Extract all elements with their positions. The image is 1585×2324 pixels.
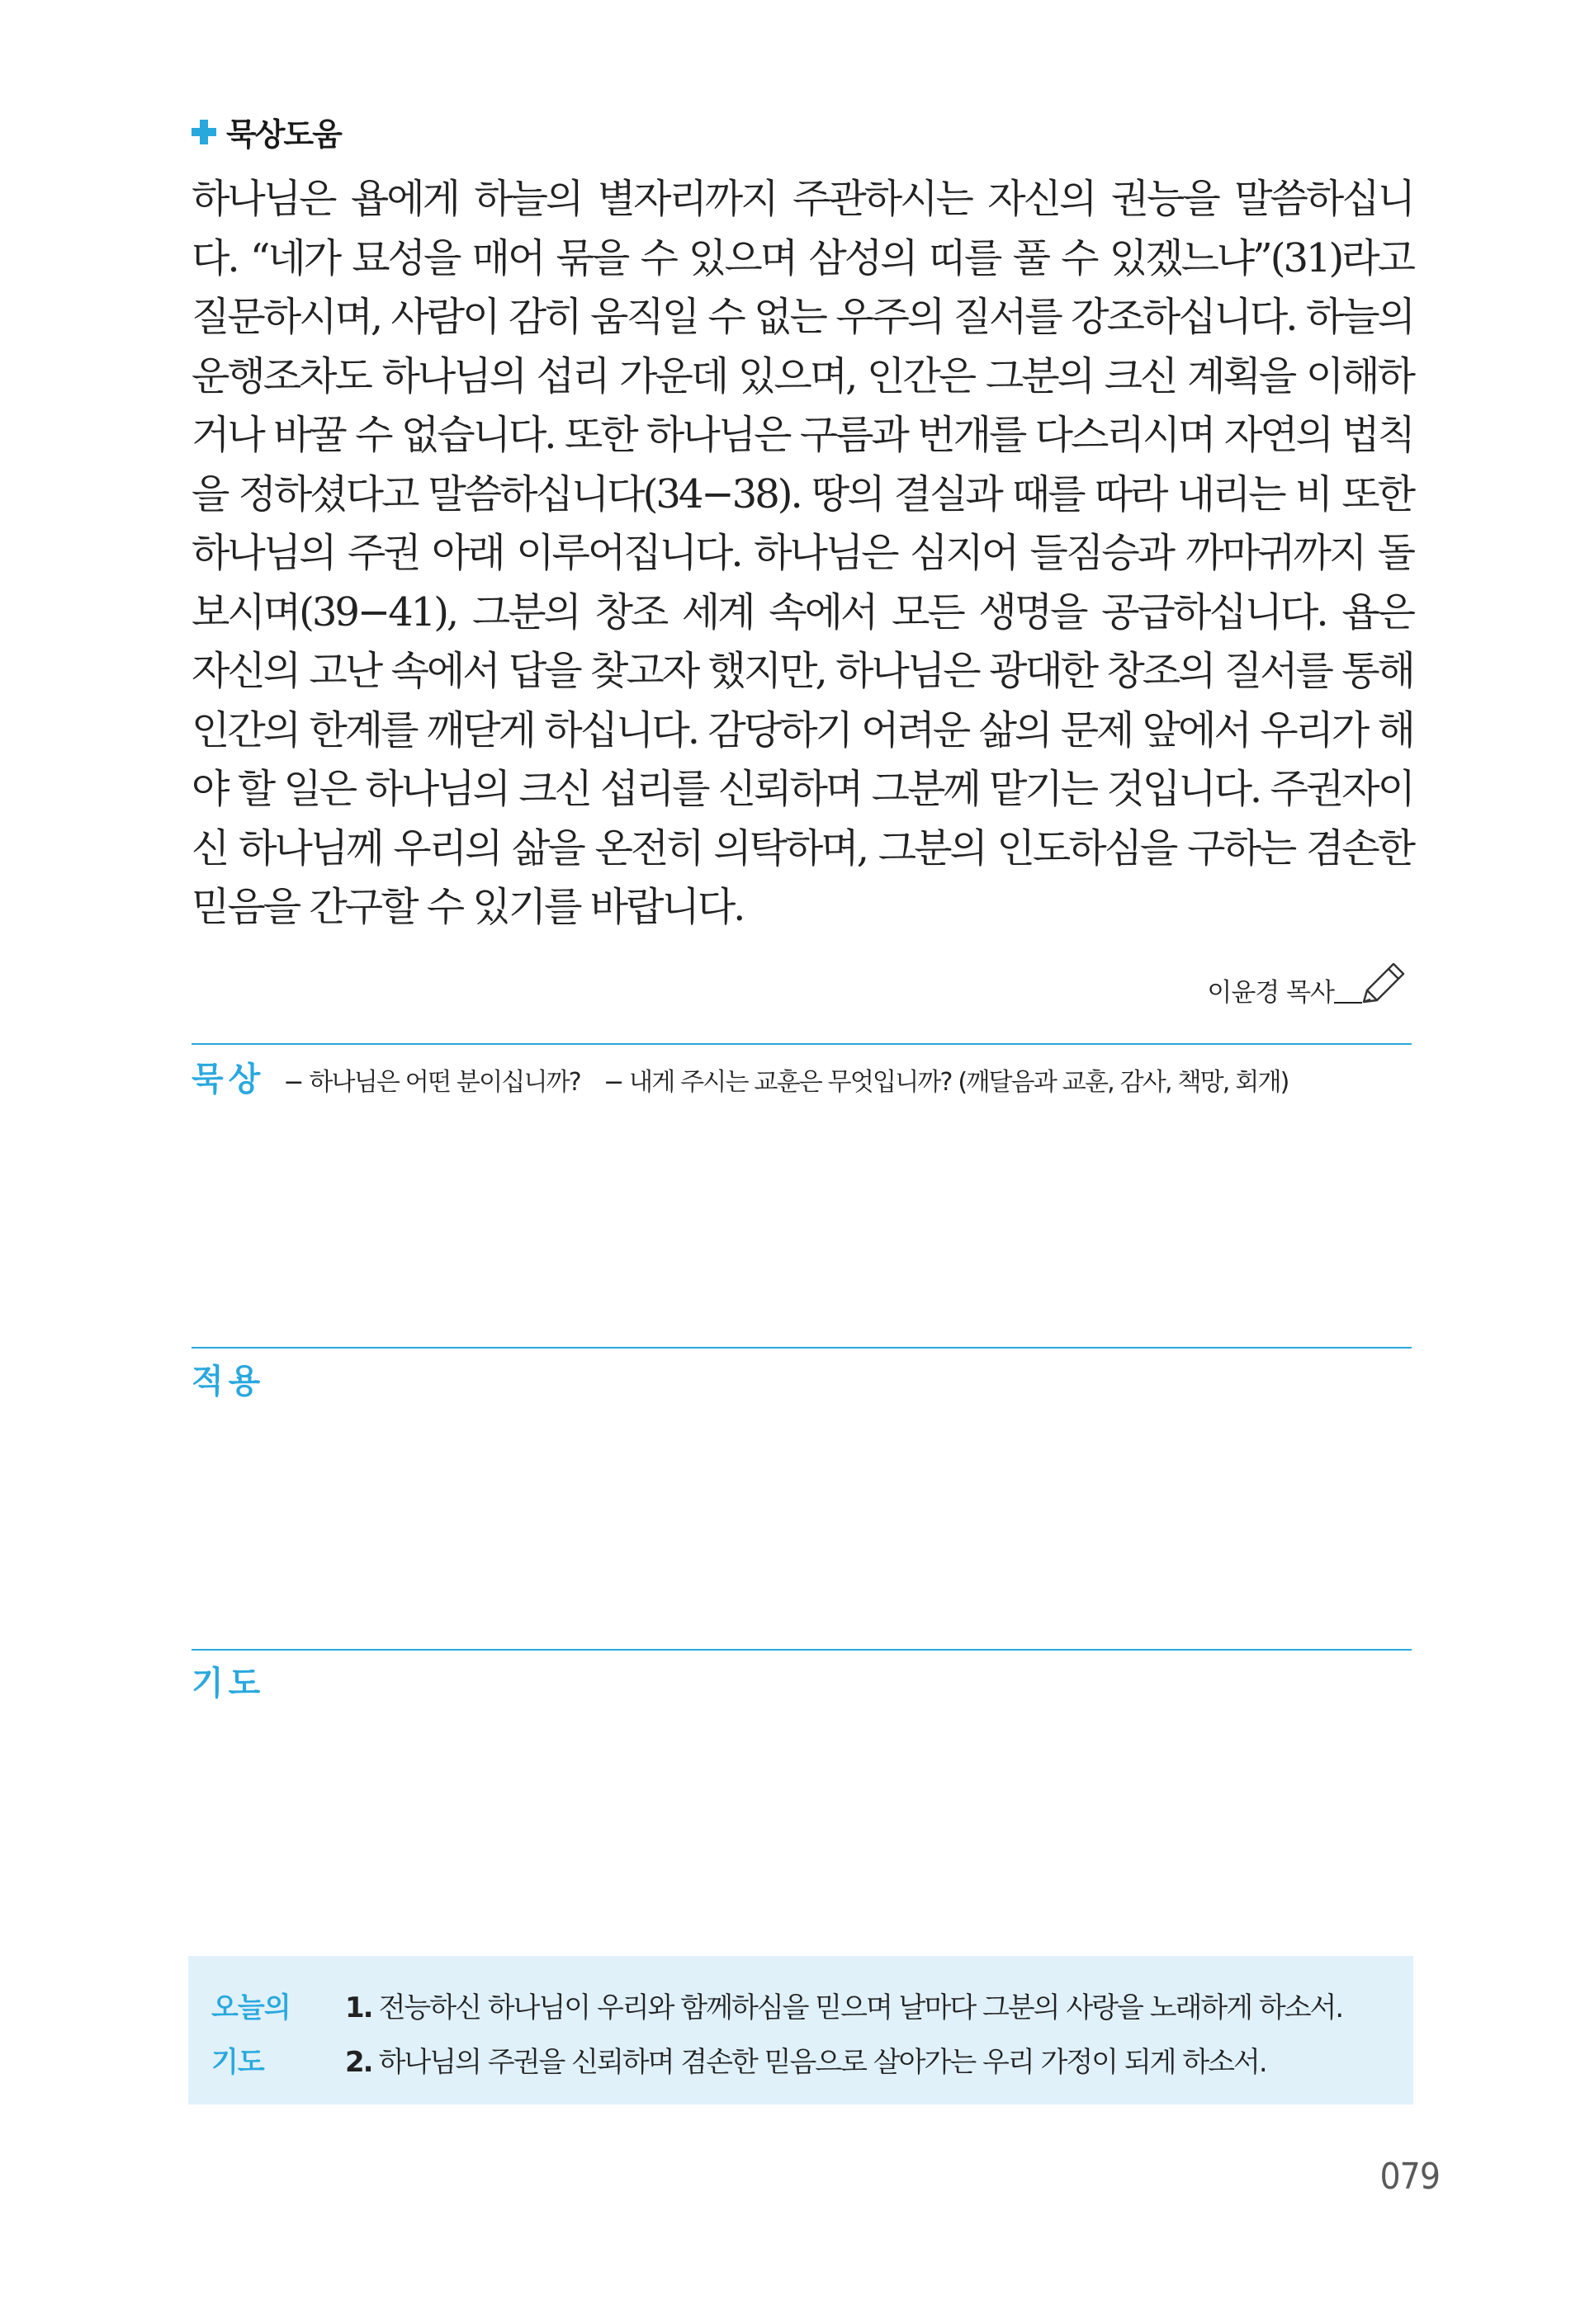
meditation-prompts (283, 1061, 1288, 1098)
meditation-section (192, 1053, 1412, 1100)
application-label: 적용 (192, 1363, 266, 1401)
prayer-divider (192, 1649, 1412, 1651)
meditation-divider (192, 1043, 1412, 1045)
meditation-prompt-2: − 내게 주시는 교훈은 무엇입니까? (깨달음과 교훈, 감사, 책망, 회개) (603, 1068, 1289, 1097)
prayer-label: 기도 (192, 1665, 266, 1703)
application-divider (192, 1347, 1412, 1349)
todays-prayer-list (345, 1981, 1342, 2090)
application-section (192, 1355, 1412, 1402)
page-number: 079 (1379, 2156, 1440, 2198)
meditation-prompt-1: − 하나님은 어떤 분이십니까? (283, 1068, 580, 1097)
prayer-item-number: 2. (345, 2046, 372, 2079)
prayer-item-number: 1. (345, 1991, 372, 2024)
section-header (192, 109, 341, 154)
prayer-item-text: 전능하신 하나님이 우리와 함께하심을 믿으며 날마다 그분의 사랑을 노래하게 하소서. (378, 1991, 1343, 2024)
todays-prayer-title-line1: 오늘의 (211, 1991, 291, 2024)
todays-prayer-title (211, 1981, 302, 2090)
prayer-item-text: 하나님의 주권을 신뢰하며 겸손한 믿음으로 살아가는 우리 가정이 되게 하소서. (378, 2046, 1266, 2079)
prayer-item (345, 2035, 1342, 2090)
author-signature (1207, 957, 1408, 1008)
meditation-help-paragraph: 하나님은 욥에게 하늘의 별자리까지 주관하시는 자신의 권능을 말씀하십니다. “네가 묘성을 매어 묶을 수 있으며 삼성의 띠를 풀 수 있겠느냐”(31)라고 질문하시며, 사람이 감히 움직일 수 없는 우주의 질서를 강조하십니다. 하늘의 운행조차도 하나님의 섭리 가운데 있으며, 인간은 그분의 크신 계획을 이해하거나 바꿀 수 없습니다. 또한 하나님은 구름과 번개를 다스리시며 자연의 법칙을 정하셨다고 말씀하십니다(34−38). 땅의 결실과 때를 따라 내리는 비 또한 하나님의 주권 아래 이루어집니다. 하나님은 심지어 들짐승과 까마귀까지 돌보시며(39−41), 그분의 창조 세계 속에서 모든 생명을 공급하십니다. 욥은 자신의 고난 속에서 답을 찾고자 했지만, 하나님은 광대한 창조의 질서를 통해 인간의 한계를 깨닫게 하십니다. 감당하기 어려운 삶의 문제 앞에서 우리가 해야 할 일은 하나님의 크신 섭리를 신뢰하며 그분께 맡기는 것입니다. 주권자이신 하나님께 우리의 삶을 온전히 의탁하며, 그분의 인도하심을 구하는 겸손한 믿음을 간구할 수 있기를 바랍니다. (192, 176, 1413, 930)
plus-icon (192, 120, 216, 144)
todays-prayer-title-line2: 기도 (211, 2046, 264, 2079)
meditation-label: 묵상 (192, 1060, 266, 1098)
prayer-item (345, 1981, 1342, 2035)
prayer-section (192, 1657, 1412, 1704)
author-name: 이윤경 목사 (1207, 978, 1334, 1008)
header-title: 묵상도움 (226, 116, 341, 153)
todays-prayer-box (188, 1956, 1413, 2104)
pencil-icon (1357, 957, 1408, 1008)
